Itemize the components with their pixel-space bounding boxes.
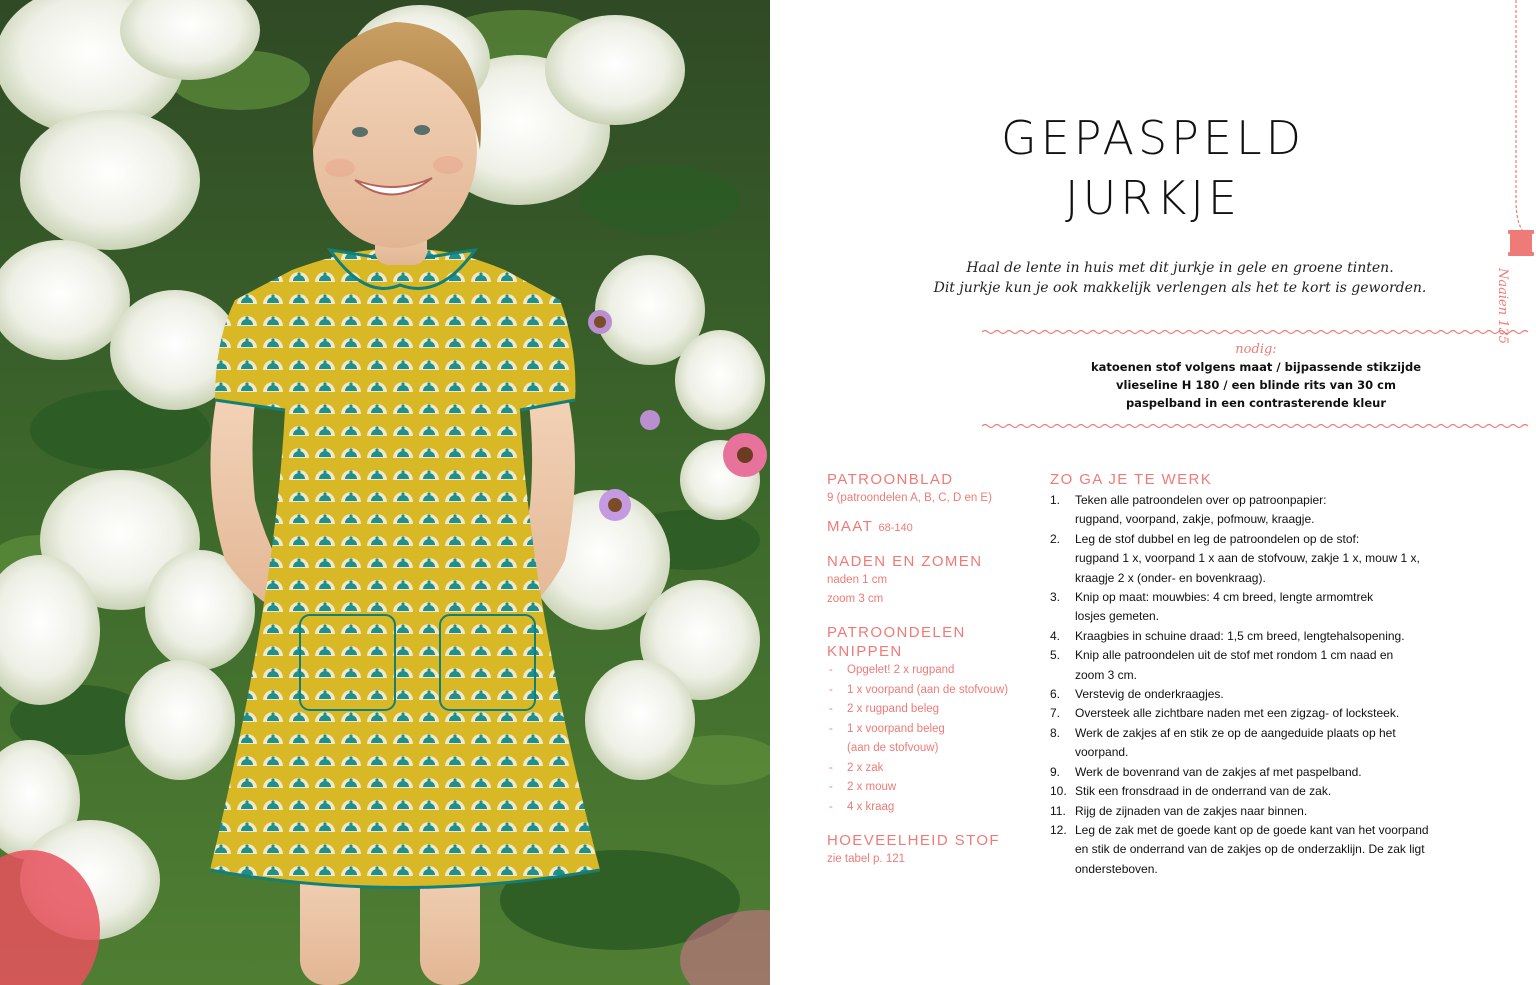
step-number: 1. xyxy=(1050,493,1061,507)
knippen-item: - 2 x zak xyxy=(829,761,884,774)
step-text-line: Werk de bovenrand van de zakjes af met paspelband. xyxy=(1075,764,1362,779)
stof-section xyxy=(827,831,1037,869)
knippen-item-continued: (aan de stofvouw) xyxy=(847,742,939,754)
needs-line-1: katoenen stof volgens maat / bijpassende stikzijde xyxy=(1090,360,1421,374)
stof-heading: HOEVEELHEID STOF xyxy=(827,832,1000,849)
patroonblad-heading: PATROONBLAD xyxy=(827,471,954,488)
step-item xyxy=(1050,588,1470,627)
maat-section xyxy=(827,517,1037,538)
step-number: 9. xyxy=(1050,764,1061,779)
patroonblad-section xyxy=(827,470,1037,508)
instructions-heading: ZO GA JE TE WERK xyxy=(1050,471,1213,488)
instructions-column xyxy=(1050,470,1470,879)
step-item xyxy=(1050,724,1470,763)
page-title xyxy=(770,108,1536,228)
step-number: 12. xyxy=(1050,822,1067,837)
maat-value: 68-140 xyxy=(878,522,913,534)
step-text-line: Kraagbies in schuine draad: 1,5 cm breed, lengtehalsopening. xyxy=(1075,628,1405,643)
stof-text: zie tabel p. 121 xyxy=(827,853,906,865)
step-number: 8. xyxy=(1050,725,1061,740)
knippen-section xyxy=(827,623,1037,817)
intro-text xyxy=(830,258,1530,298)
step-text-line: rugpand, voorpand, zakje, pofmouw, kraagje. xyxy=(1075,512,1315,527)
knippen-item: - 1 x voorpand beleg xyxy=(829,722,945,735)
step-number: 4. xyxy=(1050,628,1061,643)
step-text-line: Werk de zakjes af en stik ze op de aangeduide plaats op het xyxy=(1075,725,1396,740)
text-page xyxy=(770,0,1536,985)
step-text-line: Leg de stof dubbel en leg de patroondelen op de stof: xyxy=(1075,531,1360,546)
side-tab xyxy=(1488,268,1528,358)
maat-heading xyxy=(827,517,1037,538)
knippen-item: - 2 x mouw xyxy=(829,781,897,793)
step-text-line: ondersteboven. xyxy=(1075,861,1158,876)
naden-line-1: naden 1 cm xyxy=(827,574,888,586)
patroonblad-text: 9 (patroondelen A, B, C, D en E) xyxy=(827,492,992,504)
step-item xyxy=(1050,646,1470,685)
step-text-line: Knip alle patroondelen uit de stof met rondom 1 cm naad en xyxy=(1075,648,1394,663)
step-item xyxy=(1050,685,1470,704)
step-text-line: voorpand. xyxy=(1075,745,1129,760)
step-text-line: Stik een fronsdraad in de onderrand van de zak. xyxy=(1075,784,1332,799)
step-text-line: Knip op maat: mouwbies: 4 cm breed, lengte armomtrek xyxy=(1075,590,1374,605)
maat-label: MAAT xyxy=(827,518,873,535)
naden-section xyxy=(827,552,1037,609)
top-divider xyxy=(982,329,1530,335)
step-text-line: zoom 3 cm. xyxy=(1075,667,1138,682)
step-number: 7. xyxy=(1050,706,1061,721)
step-text-line: Verstevig de onderkraagjes. xyxy=(1075,687,1224,702)
step-item xyxy=(1050,763,1470,782)
step-item xyxy=(1050,530,1470,588)
step-text-line: Leg de zak met de goede kant op de goede kant van het voorpand xyxy=(1075,822,1429,837)
knippen-item: - Opgelet! 2 x rugpand xyxy=(829,664,955,676)
step-text-line: en stik de onderrand van de zakjes op de onderzaklijn. De zak ligt xyxy=(1075,842,1425,857)
step-number: 6. xyxy=(1050,687,1061,702)
knippen-list xyxy=(827,661,1037,817)
step-item xyxy=(1050,627,1470,646)
knippen-heading-1: PATROONDELEN xyxy=(827,624,966,641)
naden-heading: NADEN EN ZOMEN xyxy=(827,553,983,570)
step-number: 11. xyxy=(1050,803,1066,818)
step-item xyxy=(1050,704,1470,723)
needs-box xyxy=(982,342,1530,412)
step-text-line: Rijg de zijnaden van de zakjes naar binnen. xyxy=(1075,803,1308,818)
step-item xyxy=(1050,802,1470,821)
title-line-2: JURKJE xyxy=(1065,171,1241,225)
knippen-item: - 1 x voorpand (aan de stofvouw) xyxy=(829,683,1009,696)
title-line-1: GEPASPELD xyxy=(1000,111,1306,165)
intro-line-1: Haal de lente in huis met dit jurkje in gele en groene tinten. xyxy=(966,260,1394,276)
step-text-line: Teken alle patroondelen over op patroonpapier: xyxy=(1075,493,1327,507)
step-text-line: kraagje 2 x (onder- en bovenkraag). xyxy=(1075,570,1266,585)
step-item xyxy=(1050,821,1470,879)
needs-line-3: paspelband in een contrasterende kleur xyxy=(1125,396,1387,410)
knippen-item: - 4 x kraag xyxy=(829,800,895,813)
needs-label: nodig: xyxy=(1235,342,1277,357)
specs-column xyxy=(827,470,1037,878)
step-text-line: losjes gemeten. xyxy=(1075,609,1160,624)
intro-line-2: Dit jurkje kun je ook makkelijk verlengen als het te kort is geworden. xyxy=(933,280,1427,296)
knippen-item: - 2 x rugpand beleg xyxy=(829,703,940,715)
naden-line-2: zoom 3 cm xyxy=(827,593,884,605)
step-text-line: Oversteek alle zichtbare naden met een zigzag- of locksteek. xyxy=(1075,706,1400,721)
step-number: 10. xyxy=(1050,784,1067,799)
step-item xyxy=(1050,782,1470,801)
needs-line-2: vlieseline H 180 / een blinde rits van 30 cm xyxy=(1116,378,1396,392)
side-tab-label: Naaien 135 xyxy=(1495,268,1510,345)
step-number: 5. xyxy=(1050,648,1061,663)
step-item xyxy=(1050,491,1470,530)
step-text-line: rugpand 1 x, voorpand 1 x aan de stofvouw, zakje 1 x, mouw 1 x, xyxy=(1075,551,1420,566)
step-number: 3. xyxy=(1050,590,1061,605)
steps-list xyxy=(1050,491,1470,879)
knippen-heading-2: KNIPPEN xyxy=(827,643,903,660)
bottom-divider xyxy=(982,423,1530,429)
step-number: 2. xyxy=(1050,531,1061,546)
